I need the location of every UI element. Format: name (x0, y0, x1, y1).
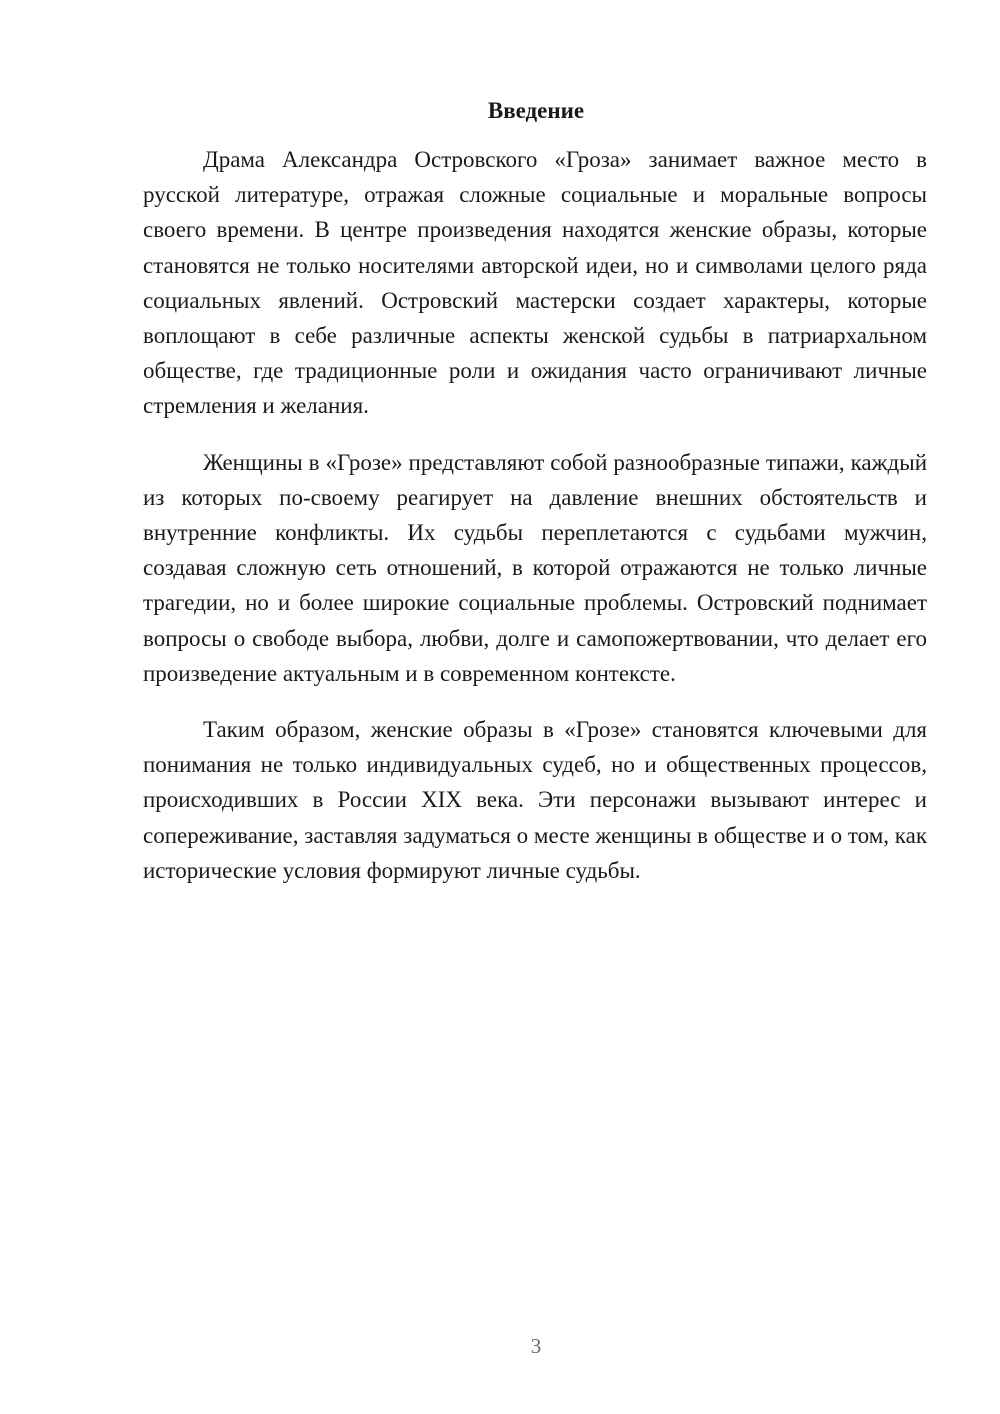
page-number: 3 (530, 1334, 542, 1358)
paragraph-1: Драма Александра Островского «Гроза» занимает важное место в русской литературе, отражая сложные социальные и моральные вопросы своего времени. В центре произведения находятся женские образы, которые становятся не только носителями авторской идеи, но и символами целого ряда социальных явлений. Островский мастерски создает характеры, которые воплощают в себе различные аспекты женской судьбы в патриархальном обществе, где традиционные роли и ожидания часто ограничивают личные стремления и желания. (143, 147, 927, 419)
body-text (143, 142, 927, 888)
section-heading: Введение (487, 98, 585, 123)
paragraph-2: Женщины в «Грозе» представляют собой разнообразные типажи, каждый из которых по-своему реагирует на давление внешних обстоятельств и внутренние конфликты. Их судьбы переплетаются с судьбами мужчин, создавая сложную сеть отношений, в которой отражаются не только личные трагедии, но и более широкие социальные проблемы. Островский поднимает вопросы о свободе выбора, любви, долге и самопожертвовании, что делает его произведение актуальным и в современном контексте. (143, 449, 927, 686)
paragraph-3: Таким образом, женские образы в «Грозе» становятся ключевыми для понимания не только индивидуальных судеб, но и общественных процессов, происходивших в России XIX века. Эти персонажи вызывают интерес и сопереживание, заставляя задуматься о месте женщины в обществе и о том, как исторические условия формируют личные судьбы. (143, 717, 927, 883)
